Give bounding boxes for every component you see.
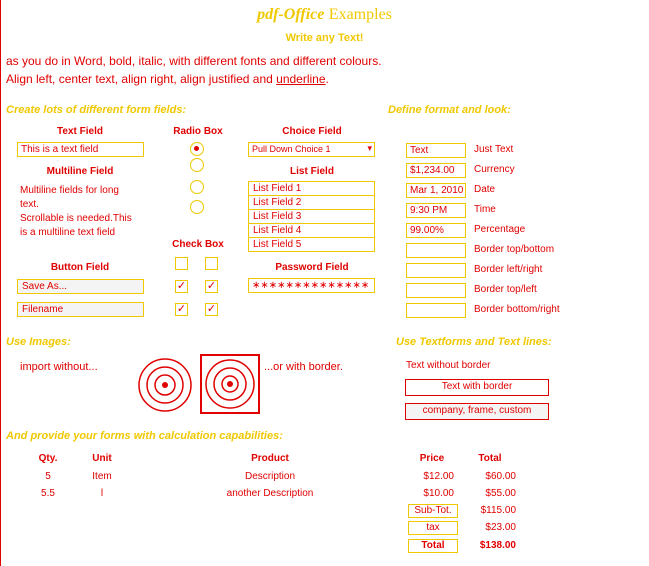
header-price: Price [419,453,445,464]
image-with-label: ...or with border. [264,361,343,373]
header-unit: Unit [92,453,112,464]
filename-button[interactable]: Filename [17,302,144,317]
formats-heading: Define format and look: [388,104,511,116]
format-label: Date [474,184,496,195]
checkbox-r2c1[interactable]: ✓ [176,280,187,292]
tax-label: tax [408,521,458,535]
chevron-down-icon[interactable]: ▾ [367,143,372,153]
list-item[interactable]: List Field 2 [249,196,374,210]
multiline-field[interactable] [20,184,150,240]
row1-price[interactable]: $12.00 [423,471,454,482]
intro-line-2c: . [325,72,329,86]
text-no-border: Text without border [406,360,491,371]
multiline-line: is a multiline text field [20,227,116,238]
format-field[interactable]: Text [406,143,466,158]
header-qty: Qty. [38,453,58,464]
row2-product[interactable]: another Description [226,488,314,499]
choice-select-value: Pull Down Choice 1 [252,144,331,154]
format-label: Time [474,204,496,215]
format-field[interactable] [406,283,466,298]
check-label: Check Box [172,239,224,250]
format-field[interactable] [406,303,466,318]
radio-label: Radio Box [173,126,223,137]
image-with-border [200,354,260,414]
row1-unit[interactable]: Item [92,471,112,482]
multiline-line: Multiline fields for long [20,185,119,196]
textforms-heading: Use Textforms and Text lines: [396,336,552,348]
format-label: Border bottom/right [474,304,560,315]
list-item[interactable]: List Field 5 [249,238,374,252]
format-field[interactable]: 99.00% [406,223,466,238]
button-label: Button Field [50,262,110,273]
format-field[interactable]: $1,234.00 [406,163,466,178]
checkbox-r3c2[interactable]: ✓ [206,303,217,315]
format-label: Border left/right [474,264,543,275]
radio-option-2[interactable] [190,158,204,172]
total-label: Total [408,539,458,553]
brand-name: pdf-Office [257,6,325,23]
text-field[interactable]: This is a text field [17,142,144,157]
calc-heading: And provide your forms with calculation capabilities: [6,430,283,442]
subtotal-value: $115.00 [480,505,516,516]
radio-option-4[interactable] [190,200,204,214]
title-suffix: Examples [328,6,392,23]
multiline-line: text. [20,199,39,210]
images-heading: Use Images: [6,336,71,348]
total-value: $138.00 [479,540,516,551]
row2-total: $55.00 [485,488,516,499]
list-item[interactable]: List Field 4 [249,224,374,238]
password-field[interactable]: ∗∗∗∗∗∗∗∗∗∗∗∗∗∗ [248,278,375,293]
format-field[interactable] [406,243,466,258]
list-item[interactable]: List Field 3 [249,210,374,224]
text-custom: company, frame, custom [405,403,549,420]
subtotal-label: Sub-Tot. [408,504,458,518]
radio-option-3[interactable] [190,180,204,194]
format-field[interactable] [406,263,466,278]
list-item[interactable]: List Field 1 [249,182,374,196]
row2-unit[interactable]: l [100,488,104,499]
tax-value: $23.00 [485,522,516,533]
row1-qty[interactable]: 5 [45,471,51,482]
image-without [136,356,194,414]
row2-qty[interactable]: 5.5 [41,488,55,499]
radio-option-1[interactable] [190,142,204,156]
intro-line-2 [6,72,329,86]
row1-total: $60.00 [485,471,516,482]
password-label: Password Field [275,262,349,273]
multiline-label: Multiline Field [46,166,114,177]
format-label: Border top/left [474,284,537,295]
list-label: List Field [290,166,334,177]
page-title [0,6,649,24]
format-field[interactable]: Mar 1, 2010 [406,183,466,198]
format-label: Border top/bottom [474,244,555,255]
checkbox-r1c2[interactable] [205,257,218,270]
multiline-line: Scrollable is needed.This [20,213,132,224]
intro-underline: underline [276,72,326,86]
text-with-border: Text with border [405,379,549,396]
checkbox-r2c2[interactable]: ✓ [206,280,217,292]
left-margin-line [0,0,1,566]
checkbox-r1c1[interactable] [175,257,188,270]
format-label: Just Text [474,144,514,155]
header-total: Total [478,453,502,464]
header-product: Product [251,453,289,464]
row1-product[interactable]: Description [244,471,296,482]
text-field-label: Text Field [57,126,103,137]
forms-heading: Create lots of different form fields: [6,104,187,116]
intro-line-2a: Align left, center text, align right, align justified and [6,72,277,86]
format-label: Currency [474,164,515,175]
checkbox-r3c1[interactable]: ✓ [176,303,187,315]
subtitle: Write any Text! [285,32,364,44]
choice-select[interactable] [248,142,375,157]
row2-price[interactable]: $10.00 [423,488,454,499]
intro-line-1: as you do in Word, bold, italic, with different fonts and different colours. [6,54,382,68]
image-without-label: import without... [20,361,98,373]
choice-label: Choice Field [282,126,342,137]
format-label: Percentage [474,224,526,235]
format-field[interactable]: 9:30 PM [406,203,466,218]
save-as-button[interactable]: Save As... [17,279,144,294]
list-field[interactable] [248,181,375,252]
